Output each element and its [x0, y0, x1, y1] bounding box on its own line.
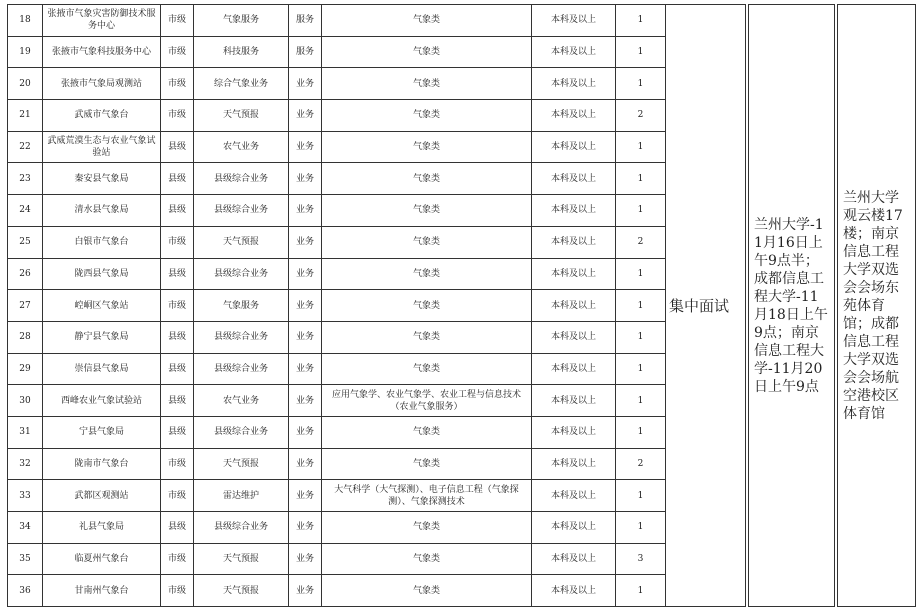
education-requirement-cell: 本科及以上	[532, 321, 616, 353]
unit-level-cell: 县级	[161, 353, 194, 385]
hiring-count-cell: 1	[616, 68, 666, 100]
post-type-cell: 业务	[289, 353, 322, 385]
post-type-cell: 业务	[289, 258, 322, 290]
education-requirement-cell: 本科及以上	[532, 258, 616, 290]
hiring-count-cell: 1	[616, 416, 666, 448]
hiring-count-cell: 1	[616, 321, 666, 353]
education-requirement-cell: 本科及以上	[532, 512, 616, 544]
unit-level-cell: 县级	[161, 416, 194, 448]
row-number-cell: 30	[8, 385, 43, 417]
education-requirement-cell: 本科及以上	[532, 353, 616, 385]
post-name-cell: 县级综合业务	[194, 353, 289, 385]
row-number-cell: 24	[8, 195, 43, 227]
hiring-count-cell: 1	[616, 36, 666, 68]
unit-name-cell: 秦安县气象局	[43, 163, 161, 195]
major-requirement-cell: 气象类	[322, 258, 532, 290]
post-type-cell: 服务	[289, 5, 322, 37]
post-name-cell: 农气业务	[194, 131, 289, 163]
post-type-cell: 业务	[289, 226, 322, 258]
post-name-cell: 科技服务	[194, 36, 289, 68]
major-requirement-cell: 气象类	[322, 36, 532, 68]
education-requirement-cell: 本科及以上	[532, 448, 616, 480]
row-number-cell: 34	[8, 512, 43, 544]
unit-level-cell: 县级	[161, 195, 194, 227]
row-number-cell: 29	[8, 353, 43, 385]
row-number-cell: 19	[8, 36, 43, 68]
post-name-cell: 农气业务	[194, 385, 289, 417]
unit-name-cell: 白银市气象台	[43, 226, 161, 258]
post-name-cell: 综合气象业务	[194, 68, 289, 100]
post-name-cell: 县级综合业务	[194, 258, 289, 290]
unit-level-cell: 市级	[161, 226, 194, 258]
unit-name-cell: 临夏州气象台	[43, 543, 161, 575]
post-type-cell: 服务	[289, 36, 322, 68]
major-requirement-cell: 大气科学（大气探测）、电子信息工程（气象探测）、气象探测技术	[322, 480, 532, 512]
unit-level-cell: 市级	[161, 448, 194, 480]
row-number-cell: 27	[8, 290, 43, 322]
unit-name-cell: 武威市气象台	[43, 100, 161, 132]
post-type-cell: 业务	[289, 416, 322, 448]
hiring-count-cell: 1	[616, 512, 666, 544]
unit-level-cell: 县级	[161, 385, 194, 417]
unit-level-cell: 市级	[161, 575, 194, 607]
education-requirement-cell: 本科及以上	[532, 290, 616, 322]
hiring-count-cell: 1	[616, 163, 666, 195]
hiring-count-cell: 1	[616, 131, 666, 163]
post-name-cell: 天气预报	[194, 575, 289, 607]
post-name-cell: 天气预报	[194, 448, 289, 480]
hiring-count-cell: 2	[616, 100, 666, 132]
post-name-cell: 县级综合业务	[194, 195, 289, 227]
unit-name-cell: 武威荒漠生态与农业气象试验站	[43, 131, 161, 163]
unit-level-cell: 县级	[161, 321, 194, 353]
unit-name-cell: 崆峒区气象站	[43, 290, 161, 322]
unit-name-cell: 崇信县气象局	[43, 353, 161, 385]
interview-venue-cell: 兰州大学观云楼17楼；南京信息工程大学双选会会场东苑体育馆；成都信息工程大学双选会会场航空港校区体育馆	[838, 5, 916, 607]
education-requirement-cell: 本科及以上	[532, 480, 616, 512]
post-name-cell: 县级综合业务	[194, 321, 289, 353]
hiring-count-cell: 3	[616, 543, 666, 575]
post-type-cell: 业务	[289, 68, 322, 100]
education-requirement-cell: 本科及以上	[532, 385, 616, 417]
education-requirement-cell: 本科及以上	[532, 36, 616, 68]
unit-level-cell: 市级	[161, 5, 194, 37]
hiring-count-cell: 2	[616, 448, 666, 480]
education-requirement-cell: 本科及以上	[532, 575, 616, 607]
table-row	[8, 5, 916, 37]
major-requirement-cell: 应用气象学、农业气象学、农业工程与信息技术（农业气象服务）	[322, 385, 532, 417]
post-type-cell: 业务	[289, 448, 322, 480]
row-number-cell: 21	[8, 100, 43, 132]
unit-name-cell: 静宁县气象局	[43, 321, 161, 353]
row-number-cell: 22	[8, 131, 43, 163]
education-requirement-cell: 本科及以上	[532, 68, 616, 100]
hiring-count-cell: 1	[616, 290, 666, 322]
hiring-count-cell: 1	[616, 258, 666, 290]
unit-name-cell: 清水县气象局	[43, 195, 161, 227]
unit-name-cell: 宁县气象局	[43, 416, 161, 448]
table-body	[8, 5, 916, 607]
row-number-cell: 32	[8, 448, 43, 480]
unit-name-cell: 甘南州气象台	[43, 575, 161, 607]
row-number-cell: 26	[8, 258, 43, 290]
post-name-cell: 天气预报	[194, 543, 289, 575]
row-number-cell: 25	[8, 226, 43, 258]
row-number-cell: 18	[8, 5, 43, 37]
post-name-cell: 天气预报	[194, 226, 289, 258]
unit-level-cell: 市级	[161, 36, 194, 68]
education-requirement-cell: 本科及以上	[532, 163, 616, 195]
interview-method-cell: 集中面试	[666, 5, 746, 607]
unit-level-cell: 市级	[161, 480, 194, 512]
post-name-cell: 雷达维护	[194, 480, 289, 512]
unit-level-cell: 县级	[161, 131, 194, 163]
recruitment-table	[7, 4, 916, 607]
post-type-cell: 业务	[289, 543, 322, 575]
unit-name-cell: 张掖市气象灾害防御技术服务中心	[43, 5, 161, 37]
post-name-cell: 气象服务	[194, 5, 289, 37]
unit-name-cell: 张掖市气象局观测站	[43, 68, 161, 100]
education-requirement-cell: 本科及以上	[532, 543, 616, 575]
post-name-cell: 县级综合业务	[194, 416, 289, 448]
major-requirement-cell: 气象类	[322, 131, 532, 163]
education-requirement-cell: 本科及以上	[532, 416, 616, 448]
hiring-count-cell: 1	[616, 480, 666, 512]
post-type-cell: 业务	[289, 131, 322, 163]
hiring-count-cell: 1	[616, 353, 666, 385]
unit-level-cell: 县级	[161, 163, 194, 195]
major-requirement-cell: 气象类	[322, 100, 532, 132]
unit-name-cell: 张掖市气象科技服务中心	[43, 36, 161, 68]
hiring-count-cell: 1	[616, 575, 666, 607]
major-requirement-cell: 气象类	[322, 5, 532, 37]
unit-level-cell: 县级	[161, 258, 194, 290]
post-type-cell: 业务	[289, 163, 322, 195]
major-requirement-cell: 气象类	[322, 416, 532, 448]
row-number-cell: 31	[8, 416, 43, 448]
post-type-cell: 业务	[289, 512, 322, 544]
education-requirement-cell: 本科及以上	[532, 100, 616, 132]
major-requirement-cell: 气象类	[322, 321, 532, 353]
post-type-cell: 业务	[289, 385, 322, 417]
hiring-count-cell: 1	[616, 195, 666, 227]
row-number-cell: 36	[8, 575, 43, 607]
unit-name-cell: 陇南市气象台	[43, 448, 161, 480]
interview-time-cell: 兰州大学-11月16日上午9点半；成都信息工程大学-11月18日上午9点；南京信息工程大学-11月20日上午9点	[749, 5, 835, 607]
major-requirement-cell: 气象类	[322, 290, 532, 322]
education-requirement-cell: 本科及以上	[532, 226, 616, 258]
unit-level-cell: 市级	[161, 543, 194, 575]
recruitment-table-container	[7, 4, 915, 608]
major-requirement-cell: 气象类	[322, 353, 532, 385]
post-name-cell: 县级综合业务	[194, 512, 289, 544]
row-number-cell: 35	[8, 543, 43, 575]
major-requirement-cell: 气象类	[322, 575, 532, 607]
hiring-count-cell: 1	[616, 385, 666, 417]
post-name-cell: 天气预报	[194, 100, 289, 132]
unit-level-cell: 县级	[161, 512, 194, 544]
post-name-cell: 气象服务	[194, 290, 289, 322]
unit-level-cell: 市级	[161, 100, 194, 132]
hiring-count-cell: 1	[616, 5, 666, 37]
major-requirement-cell: 气象类	[322, 68, 532, 100]
post-type-cell: 业务	[289, 195, 322, 227]
major-requirement-cell: 气象类	[322, 448, 532, 480]
education-requirement-cell: 本科及以上	[532, 195, 616, 227]
post-type-cell: 业务	[289, 100, 322, 132]
row-number-cell: 28	[8, 321, 43, 353]
post-type-cell: 业务	[289, 575, 322, 607]
post-type-cell: 业务	[289, 290, 322, 322]
row-number-cell: 33	[8, 480, 43, 512]
unit-level-cell: 市级	[161, 290, 194, 322]
hiring-count-cell: 2	[616, 226, 666, 258]
major-requirement-cell: 气象类	[322, 163, 532, 195]
post-type-cell: 业务	[289, 480, 322, 512]
post-type-cell: 业务	[289, 321, 322, 353]
major-requirement-cell: 气象类	[322, 226, 532, 258]
row-number-cell: 20	[8, 68, 43, 100]
row-number-cell: 23	[8, 163, 43, 195]
education-requirement-cell: 本科及以上	[532, 131, 616, 163]
major-requirement-cell: 气象类	[322, 543, 532, 575]
education-requirement-cell: 本科及以上	[532, 5, 616, 37]
major-requirement-cell: 气象类	[322, 195, 532, 227]
unit-name-cell: 礼县气象局	[43, 512, 161, 544]
unit-name-cell: 武都区观测站	[43, 480, 161, 512]
unit-name-cell: 陇西县气象局	[43, 258, 161, 290]
unit-level-cell: 市级	[161, 68, 194, 100]
unit-name-cell: 西峰农业气象试验站	[43, 385, 161, 417]
major-requirement-cell: 气象类	[322, 512, 532, 544]
post-name-cell: 县级综合业务	[194, 163, 289, 195]
